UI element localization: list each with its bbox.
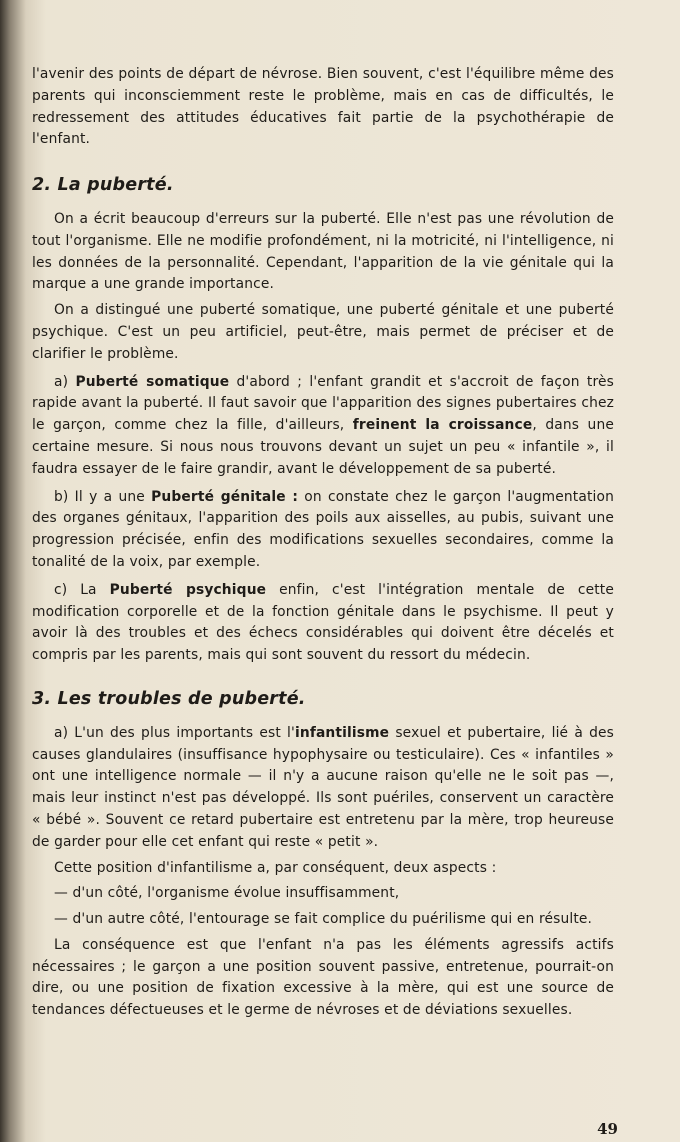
term-infantilisme: infantilisme (294, 724, 390, 741)
term-puberte-psychique: Puberté psychique (109, 581, 267, 598)
paragraph-erreurs: On a écrit beaucoup d'erreurs sur la puberté. Elle n'est pas une révolution de tout l'organisme. Elle ne modifie profondément, ni la motricité, ni l'intelligence, ni les données de la personnalité. Cependant, l'apparition de la vie génitale qui la marque a une grande importance. (32, 210, 614, 293)
page-content (32, 64, 614, 1022)
paragraph-puberte-psychique (32, 580, 614, 667)
emphasis-freinent: freinent la croissance (352, 417, 533, 434)
paragraph-puberte-genitale (32, 487, 614, 574)
intro-paragraph: l'avenir des points de départ de névrose. Bien souvent, c'est l'équilibre même des parents qui inconsciemment reste le problème, mais en cas de difficultés, le redressement des attitudes éducatives fait partie de la psychothérapie de l'enfant. (32, 66, 614, 148)
paragraph-infantilisme (32, 723, 614, 854)
section-heading-puberte: 2. La puberté. (32, 175, 174, 196)
item-prefix: c) La (54, 581, 110, 598)
paragraph-position: Cette position d'infantilisme a, par conséquent, deux aspects : (54, 859, 497, 876)
paragraph-distingue: On a distingué une puberté somatique, une puberté génitale et une puberté psychique. C'est un peu artificiel, peut-être, mais permet de préciser et de clarifier le problème. (32, 302, 614, 362)
item-text: d'abord ; l'enfant grandit et s'accroit de façon très rapide avant la puberté. Il faut savoir que l'apparition des signes pubertaires chez le garçon, comme chez la fille, d'ailleurs, (32, 373, 614, 434)
term-puberte-genitale: Puberté génitale : (151, 488, 299, 505)
item-text: sexuel et pubertaire, lié à des causes glandulaires (insuffisance hypophysaire ou testiculaire). Ces « infantiles » ont une intelligence normale — il n'y a aucune raison qu'elle ne le soit pas —, mais leur instinct n'est pas développé. Ils sont puériles, conservent un caractère « bébé ». Souvent ce retard pubertaire est entretenu par la mère, trop heureuse de garder pour elle cet enfant qui reste « petit ». (32, 724, 614, 850)
item-text: on constate chez le garçon l'augmentation des organes génitaux, l'apparition des poils aux aisselles, au pubis, suivant une progression précisée, enfin des modifications sexuelles secondaires, comme la tonalité de la voix, par exemple. (32, 488, 614, 570)
dash-item-entourage: — d'un autre côté, l'entourage se fait complice du puérilisme qui en résulte. (54, 911, 593, 928)
item-text: enfin, c'est l'intégration mentale de cette modification corporelle et de la fonction génitale dans le psychisme. Il peut y avoir là des troubles et des échecs considérables qui doivent être décelés et compris par les parents, mais qui sont souvent du ressort du médecin. (32, 581, 614, 664)
section-heading-troubles: 3. Les troubles de puberté. (32, 688, 306, 709)
paragraph-consequence: La conséquence est que l'enfant n'a pas les éléments agressifs actifs nécessaires ; le garçon a une position souvent passive, entretenue, pourrait-on dire, ou une position de fixation excessive à la mère, qui est une source de tendances défectueuses et le germe de névroses et de déviations sexuelles. (32, 936, 614, 1019)
page-number: 49 (597, 1120, 618, 1138)
paragraph-puberte-somatique (32, 372, 614, 481)
item-text: , dans une certaine mesure. Si nous nous trouvons devant un sujet un peu « infantile », il faudra essayer de le faire grandir, avant le développement de sa puberté. (32, 417, 614, 477)
item-prefix: a) L'un des plus importants est l' (54, 724, 295, 741)
term-puberte-somatique: Puberté somatique (75, 373, 230, 390)
item-prefix: a) (54, 373, 76, 390)
dash-item-organisme: — d'un côté, l'organisme évolue insuffisamment, (54, 885, 400, 902)
item-prefix: b) Il y a une (54, 488, 152, 505)
